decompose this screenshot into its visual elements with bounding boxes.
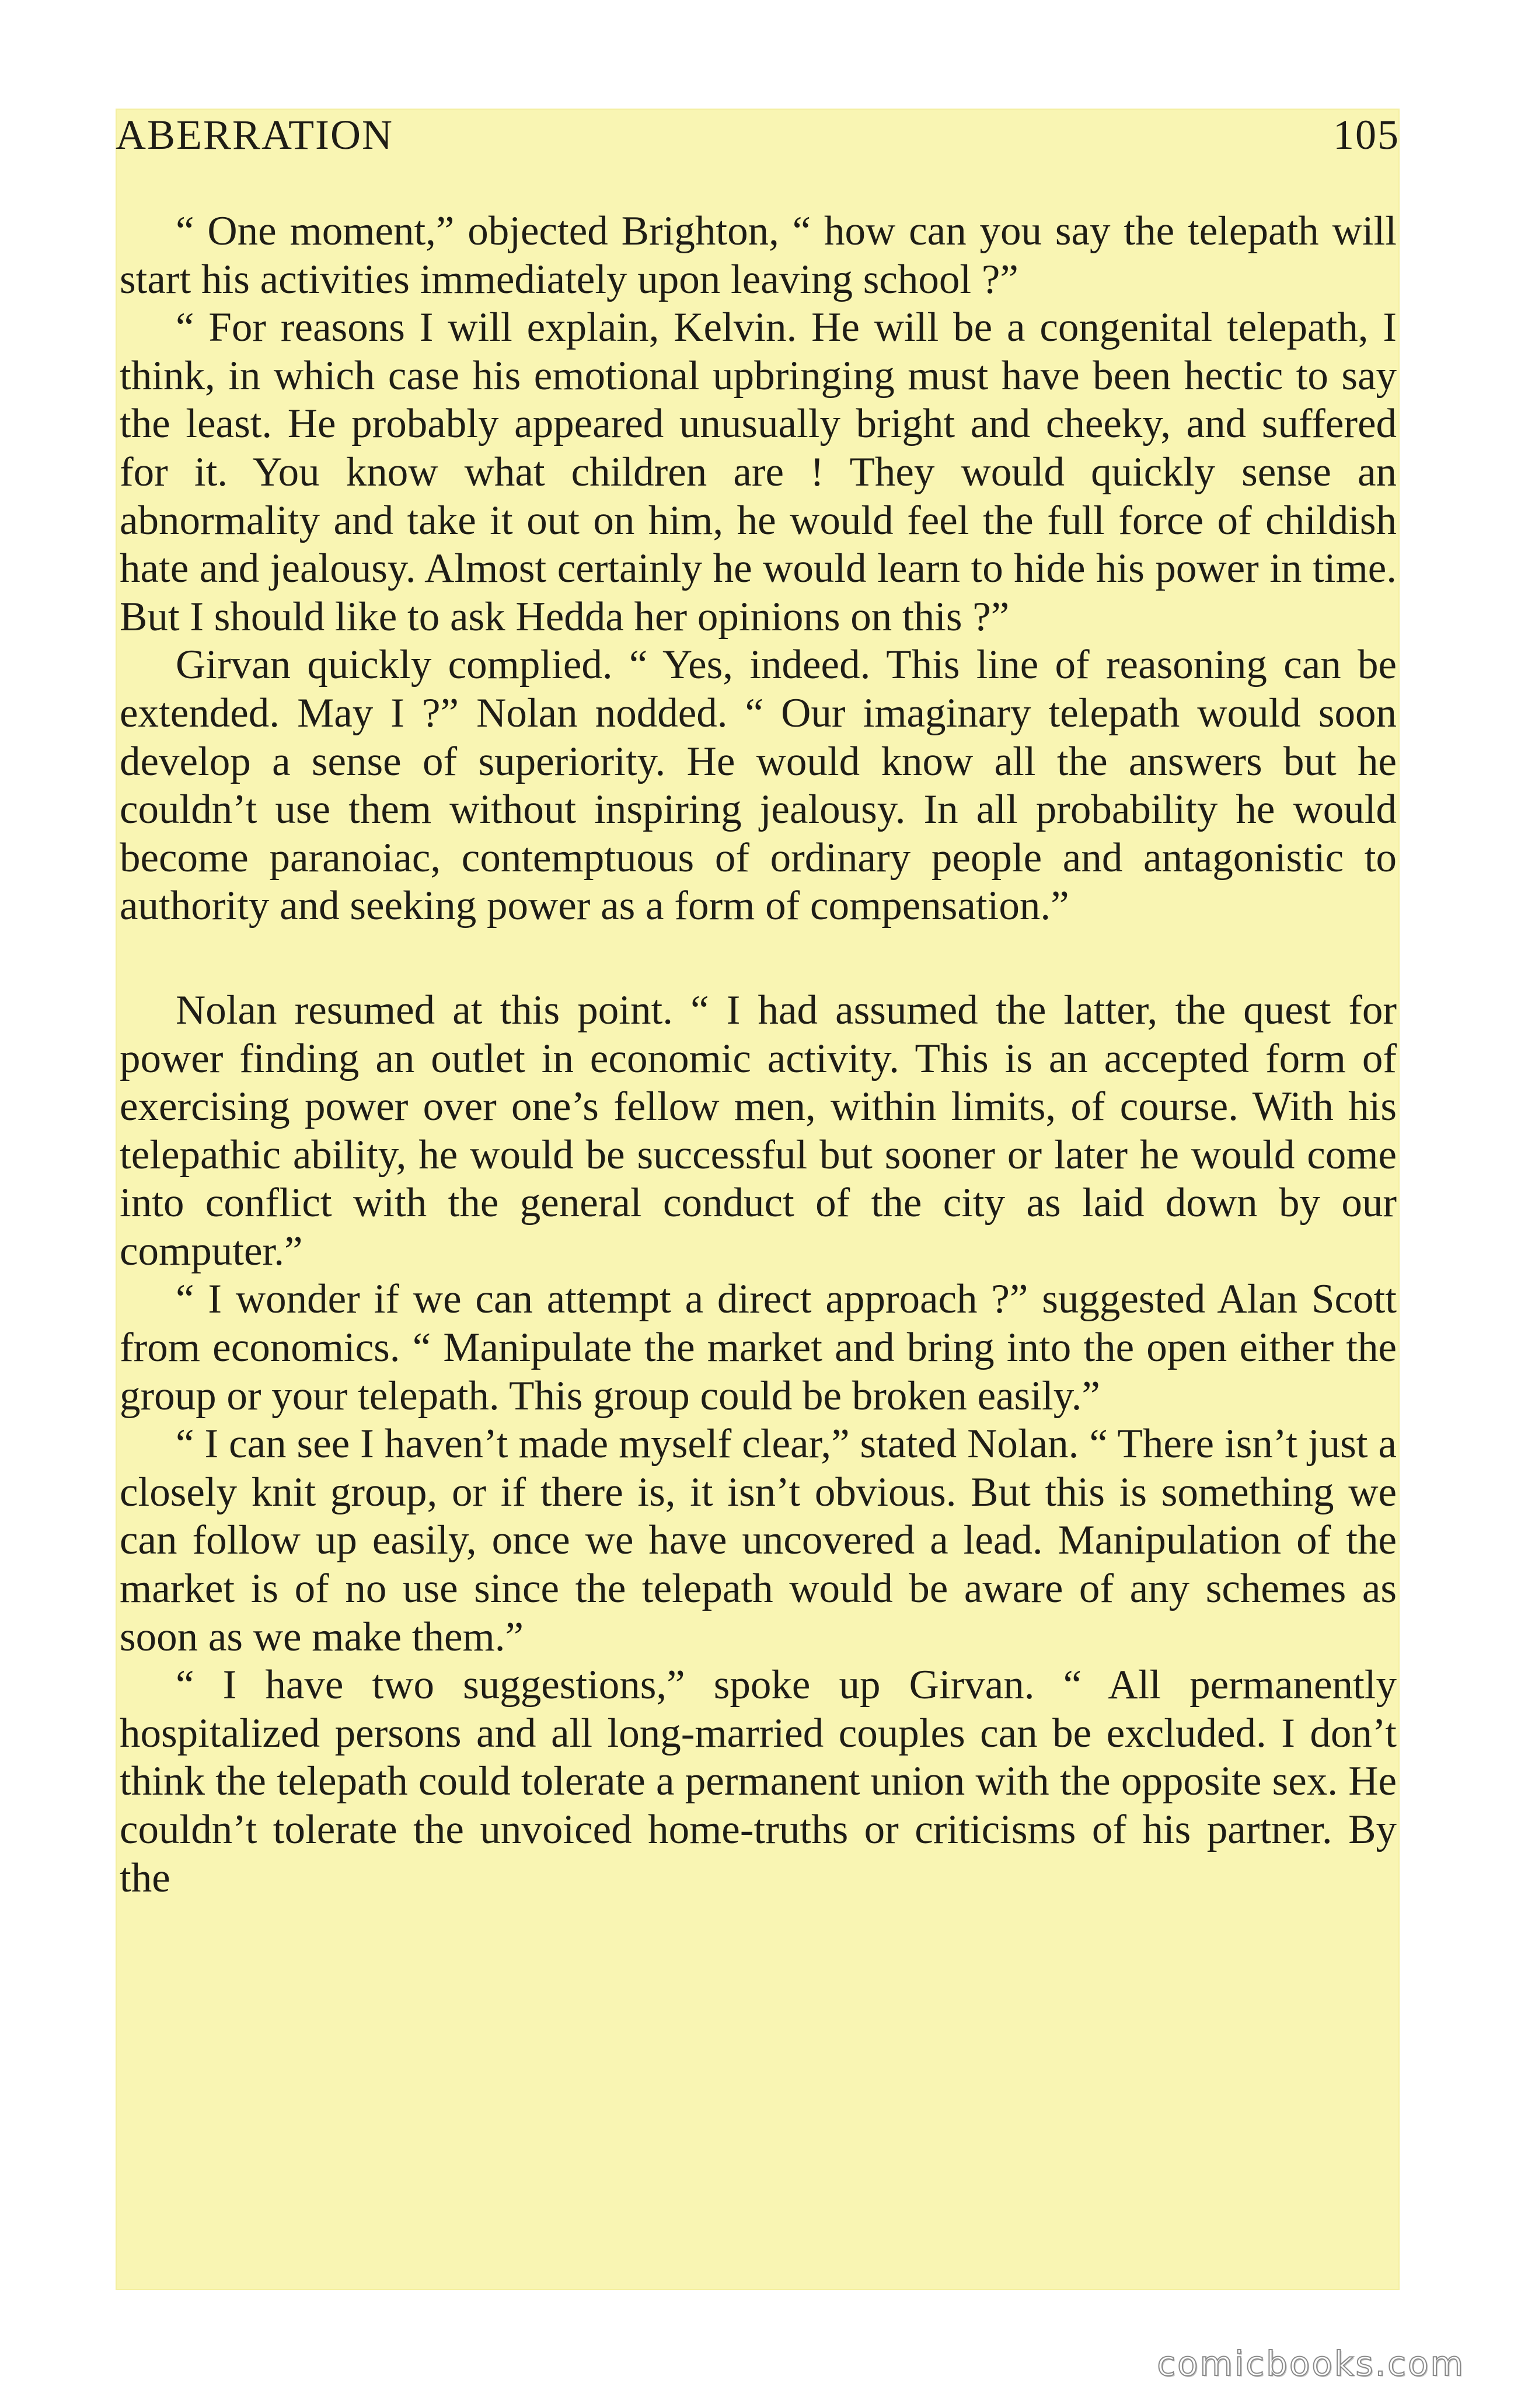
paragraph: “ I can see I haven’t made myself clear,” stated Nolan. “ There isn’t just a closely knit group, or if there is, it isn’t obvious. But this is something we can follow up easily, once we have uncovered a lead. Manipulation of the market is of no use since the telepath would be aware of any schemes as soon as we make them.” [120,1421,1397,1660]
paragraph: Nolan resumed at this point. “ I had assumed the latter, the quest for power finding an outlet in economic activity. This is an accepted form of exercising power over one’s fellow men, within limits, of course. With his telepathic ability, he would be successful but sooner or later he would come into conflict with the general conduct of the city as laid down by our computer.” [120,987,1397,1274]
page-header [116,109,1400,161]
watermark-logo: comicbooks.com [1157,2344,1465,2383]
paragraph: “ I have two suggestions,” spoke up Girvan. “ All permanently hospitalized persons and all long-married couples can be excluded. I don’t think the telepath could tolerate a permanent union with the opposite sex. He couldn’t tolerate the unvoiced home-truths or criticisms of his partner. By the [120,1662,1397,1901]
page-number: 105 [1333,111,1400,158]
paragraph: “ For reasons I will explain, Kelvin. He will be a congenital telepath, I think, in which case his emotional upbringing must have been hectic to say the least. He probably appeared unusually bright and cheeky, and suffered for it. You know what children are ! They would quickly sense an abnormality and take it out on him, he would feel the full force of childish hate and jealousy. Almost certainly he would learn to hide his power in time. But I should like to ask Hedda her opinions on this ?” [120,305,1397,640]
running-title: ABERRATION [116,111,394,158]
body-text [120,207,1397,1902]
paragraph: “ One moment,” objected Brighton, “ how can you say the telepath will start his activities immediately upon leaving school ?” [120,208,1397,302]
paragraph: Girvan quickly complied. “ Yes, indeed. This line of reasoning can be extended. May I ?” Nolan nodded. “ Our imaginary telepath would soon develop a sense of superiority. He would know all the answers but he couldn’t use them without inspiring jealousy. In all probability he would become paranoiac, contemptuous of ordinary people and antagonistic to authority and seeking power as a form of compensation.” [120,642,1397,929]
paragraph: “ I wonder if we can attempt a direct approach ?” suggested Alan Scott from economics. “ Manipulate the market and bring into the open either the group or your telepath. This group could be broken easily.” [120,1276,1397,1419]
